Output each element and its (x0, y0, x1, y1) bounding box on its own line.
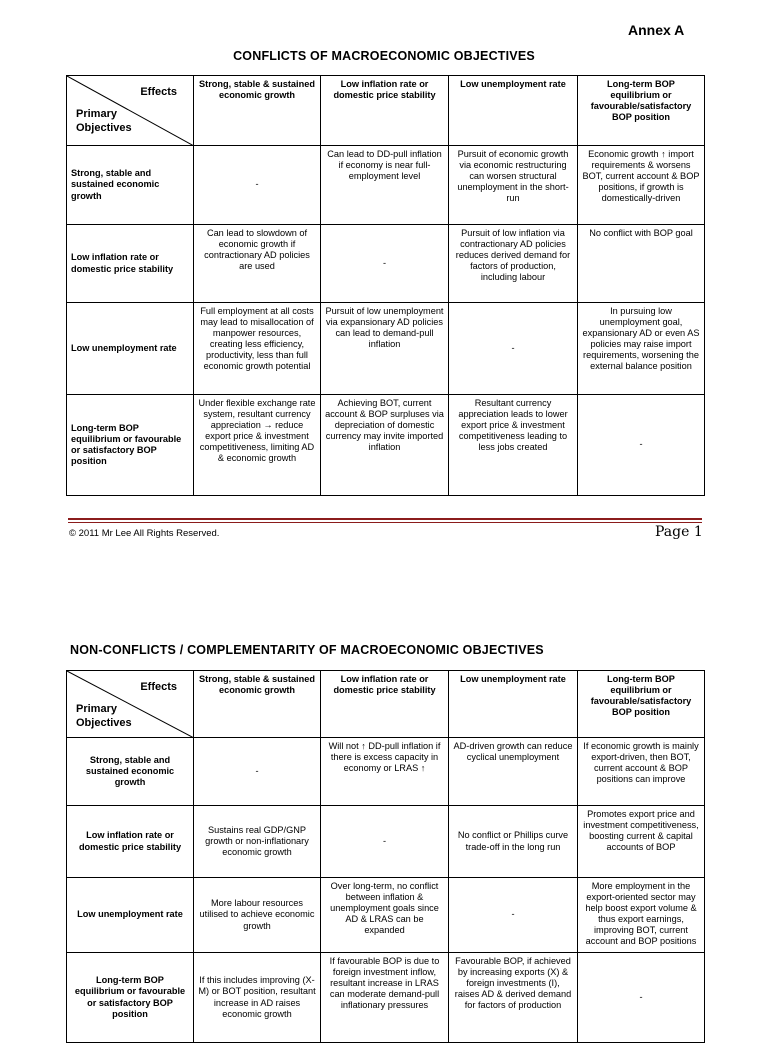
row-header: Low inflation rate or domestic price stability (67, 806, 194, 878)
table-cell: Favourable BOP, if achieved by increasing exports (X) & foreign investments (I), raises AD & derived demand for factors of production (449, 953, 578, 1043)
table-header-row (67, 76, 705, 146)
table-cell: - (449, 878, 578, 953)
table-cell: - (578, 395, 705, 496)
row-header: Low unemployment rate (67, 303, 194, 395)
table-cell: If favourable BOP is due to foreign investment inflow, resultant increase in LRAS can moderate demand-pull inflationary pressures (321, 953, 449, 1043)
table-cell: - (321, 806, 449, 878)
table-cell: Pursuit of low unemployment via expansionary AD policies can lead to demand-pull inflation (321, 303, 449, 395)
row-header: Low inflation rate or domestic price stability (67, 225, 194, 303)
table-cell: Over long-term, no conflict between inflation & unemployment goals since AD & LRAS can be expanded (321, 878, 449, 953)
table-cell: If economic growth is mainly export-driven, then BOT, current account & BOP positions can improve (578, 738, 705, 806)
table-row (67, 878, 705, 953)
table-row (67, 806, 705, 878)
nonconflicts-table (66, 670, 705, 1043)
conflicts-table (66, 75, 705, 496)
table-cell: Will not ↑ DD-pull inflation if there is excess capacity in economy or LRAS ↑ (321, 738, 449, 806)
footer-rule (68, 518, 702, 520)
primary-objectives-label: Primary Objectives (76, 108, 132, 134)
table-row (67, 738, 705, 806)
table-row (67, 146, 705, 225)
corner-cell (67, 671, 194, 738)
footer-rule-thin (68, 522, 702, 523)
primary-objectives-label: Primary Objectives (76, 703, 132, 729)
table-row (67, 395, 705, 496)
table-cell: Sustains real GDP/GNP growth or non-inflationary economic growth (194, 806, 321, 878)
row-header: Low unemployment rate (67, 878, 194, 953)
column-header: Long-term BOP equilibrium or favourable/satisfactory BOP position (578, 76, 705, 146)
table-cell: - (194, 146, 321, 225)
table-cell: If this includes improving (X-M) or BOT position, resultant increase in AD raises economic growth (194, 953, 321, 1043)
table-cell: - (578, 953, 705, 1043)
table-cell: Full employment at all costs may lead to misallocation of manpower resources, creating less efficiency, productivity, less than full economic growth potential (194, 303, 321, 395)
column-header: Low unemployment rate (449, 76, 578, 146)
table-header-row (67, 671, 705, 738)
table-cell: Under flexible exchange rate system, resultant currency appreciation → reduce export price & investment competitiveness, limiting AD & economic growth (194, 395, 321, 496)
table-cell: Can lead to DD-pull inflation if economy is near full-employment level (321, 146, 449, 225)
table-row (67, 225, 705, 303)
column-header: Long-term BOP equilibrium or favourable/satisfactory BOP position (578, 671, 705, 738)
nonconflicts-title: NON-CONFLICTS / COMPLEMENTARITY OF MACROECONOMIC OBJECTIVES (70, 643, 544, 657)
table-cell: Resultant currency appreciation leads to lower export price & investment competitiveness leading to less jobs created (449, 395, 578, 496)
page-number: Page 1 (655, 524, 703, 540)
effects-label: Effects (140, 681, 177, 693)
column-header: Low inflation rate or domestic price stability (321, 671, 449, 738)
table-cell: More labour resources utilised to achieve economic growth (194, 878, 321, 953)
row-header: Strong, stable and sustained economic growth (67, 738, 194, 806)
table-cell: Economic growth ↑ import requirements & worsens BOT, current account & BOP positions, if growth is domestically-driven (578, 146, 705, 225)
annex-label: Annex A (628, 22, 685, 38)
column-header: Strong, stable & sustained economic growth (194, 76, 321, 146)
row-header: Strong, stable and sustained economic growth (67, 146, 194, 225)
table-row (67, 953, 705, 1043)
table-cell: - (321, 225, 449, 303)
table-cell: AD-driven growth can reduce cyclical unemployment (449, 738, 578, 806)
table-cell: Pursuit of low inflation via contractionary AD policies reduces derived demand for factors of production, including labour (449, 225, 578, 303)
table-cell: More employment in the export-oriented sector may help boost export volume & thus export earnings, improving BOT, current account and BOP positions (578, 878, 705, 953)
corner-cell (67, 76, 194, 146)
table-cell: Pursuit of economic growth via economic restructuring can worsen structural unemployment in the short-run (449, 146, 578, 225)
column-header: Low unemployment rate (449, 671, 578, 738)
effects-label: Effects (140, 86, 177, 98)
table-cell: No conflict with BOP goal (578, 225, 705, 303)
table-cell: Achieving BOT, current account & BOP surpluses via depreciation of domestic currency may invite imported inflation (321, 395, 449, 496)
copyright-text: © 2011 Mr Lee All Rights Reserved. (69, 528, 220, 539)
table-row (67, 303, 705, 395)
table-cell: Can lead to slowdown of economic growth if contractionary AD policies are used (194, 225, 321, 303)
column-header: Low inflation rate or domestic price stability (321, 76, 449, 146)
table-cell: In pursuing low unemployment goal, expansionary AD or even AS policies may raise import requirements, worsening the external balance position (578, 303, 705, 395)
column-header: Strong, stable & sustained economic growth (194, 671, 321, 738)
row-header: Long-term BOP equilibrium or favourable or satisfactory BOP position (67, 395, 194, 496)
conflicts-title: CONFLICTS OF MACROECONOMIC OBJECTIVES (233, 49, 535, 63)
table-cell: - (194, 738, 321, 806)
table-cell: No conflict or Phillips curve trade-off in the long run (449, 806, 578, 878)
table-cell: - (449, 303, 578, 395)
row-header: Long-term BOP equilibrium or favourable or satisfactory BOP position (67, 953, 194, 1043)
table-cell: Promotes export price and investment competitiveness, boosting current & capital accounts of BOP (578, 806, 705, 878)
